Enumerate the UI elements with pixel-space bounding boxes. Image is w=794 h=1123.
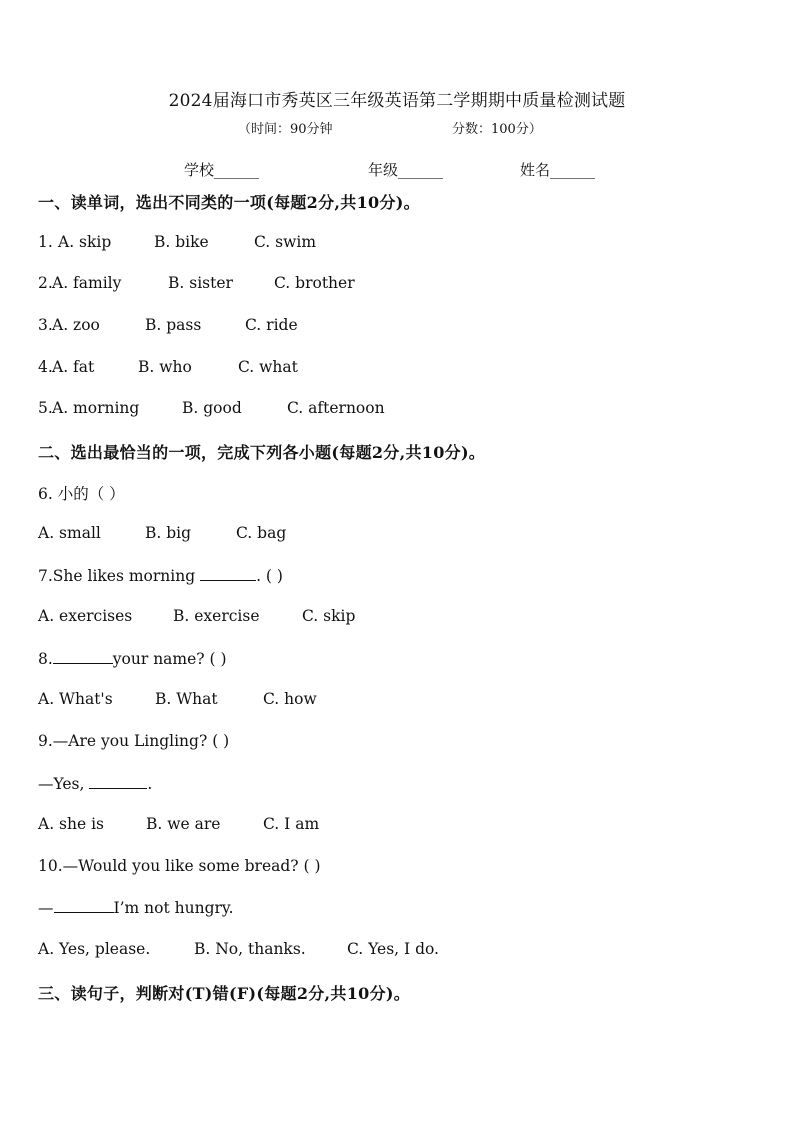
answer-blank[interactable]: [89, 774, 147, 789]
reply-text: —Yes,: [38, 775, 90, 793]
answer-blank[interactable]: [54, 898, 114, 913]
option-b[interactable]: B. sister: [168, 274, 233, 292]
option-a[interactable]: A. What's: [38, 690, 113, 708]
question-6-stem: 6. 小的（ ）: [38, 485, 125, 503]
stem-text: 7.She likes morning: [38, 567, 201, 585]
reply-text: —: [38, 899, 54, 917]
option-a[interactable]: A. family: [52, 274, 122, 292]
question-9-reply: [38, 774, 152, 793]
stem-text: your name? ( ): [112, 650, 227, 668]
question-7-options: [38, 607, 356, 625]
option-b[interactable]: B. bike: [154, 233, 209, 251]
section-3-heading: 三、读句子，判断对(T)错(F)(每题2分,共10分)。: [38, 984, 411, 1003]
option-b[interactable]: B. good: [182, 399, 242, 417]
exam-time: （时间：90分钟: [238, 122, 333, 137]
option-a[interactable]: A. fat: [52, 358, 95, 376]
question-number: 5.: [38, 399, 53, 417]
question-10-options: [38, 940, 439, 958]
school-field[interactable]: 学校______: [184, 161, 260, 179]
option-a[interactable]: A. small: [38, 524, 101, 542]
answer-blank[interactable]: [53, 649, 113, 664]
answer-blank[interactable]: [200, 566, 256, 581]
question-4: [38, 358, 298, 376]
stem-text: 8.: [38, 650, 53, 668]
option-c[interactable]: C. I am: [263, 815, 320, 833]
option-b[interactable]: B. exercise: [173, 607, 260, 625]
option-c[interactable]: C. skip: [302, 607, 356, 625]
option-b[interactable]: B. No, thanks.: [194, 940, 306, 958]
section-2-heading: 二、选出最恰当的一项，完成下列各小题(每题2分,共10分)。: [38, 443, 486, 462]
option-c[interactable]: C. brother: [274, 274, 355, 292]
option-b[interactable]: B. pass: [145, 316, 202, 334]
question-8-stem: [38, 649, 227, 668]
option-b[interactable]: B. big: [145, 524, 192, 542]
question-2: [38, 274, 355, 292]
question-10-reply: [38, 898, 234, 917]
section-1-heading: 一、读单词，选出不同类的一项(每题2分,共10分)。: [38, 193, 420, 212]
question-8-options: [38, 690, 317, 708]
reply-text: I’m not hungry.: [113, 899, 234, 917]
option-b[interactable]: B. who: [138, 358, 192, 376]
option-b[interactable]: B. What: [155, 690, 218, 708]
question-10-stem: 10.—Would you like some bread? ( ): [38, 857, 321, 875]
option-c[interactable]: C. bag: [236, 524, 287, 542]
option-a[interactable]: A. morning: [52, 399, 140, 417]
question-7-stem: [38, 566, 283, 585]
question-9-stem: 9.—Are you Lingling? ( ): [38, 732, 230, 750]
exam-score: 分数：100分）: [452, 122, 542, 137]
question-5: [38, 399, 385, 417]
option-a[interactable]: A. zoo: [52, 316, 100, 334]
option-c[interactable]: C. swim: [254, 233, 317, 251]
grade-field[interactable]: 年级______: [368, 161, 444, 179]
option-a[interactable]: A. skip: [58, 233, 112, 251]
option-c[interactable]: C. how: [263, 690, 317, 708]
question-9-options: [38, 815, 320, 833]
option-a[interactable]: A. she is: [38, 815, 104, 833]
stem-text: . ( ): [256, 567, 283, 585]
option-a[interactable]: A. exercises: [38, 607, 133, 625]
option-a[interactable]: A. Yes, please.: [38, 940, 151, 958]
option-c[interactable]: C. Yes, I do.: [347, 940, 439, 958]
reply-text: .: [147, 775, 153, 793]
question-number: 2.: [38, 274, 53, 292]
name-field[interactable]: 姓名______: [520, 161, 596, 179]
question-number: 1.: [38, 233, 53, 251]
question-3: [38, 316, 298, 334]
question-1: [38, 233, 317, 251]
question-number: 3.: [38, 316, 53, 334]
option-c[interactable]: C. ride: [245, 316, 298, 334]
option-b[interactable]: B. we are: [146, 815, 221, 833]
question-6-options: [38, 524, 287, 542]
option-c[interactable]: C. what: [238, 358, 298, 376]
question-number: 4.: [38, 358, 53, 376]
option-c[interactable]: C. afternoon: [287, 399, 385, 417]
page-title: 2024届海口市秀英区三年级英语第二学期期中质量检测试题: [168, 91, 626, 111]
